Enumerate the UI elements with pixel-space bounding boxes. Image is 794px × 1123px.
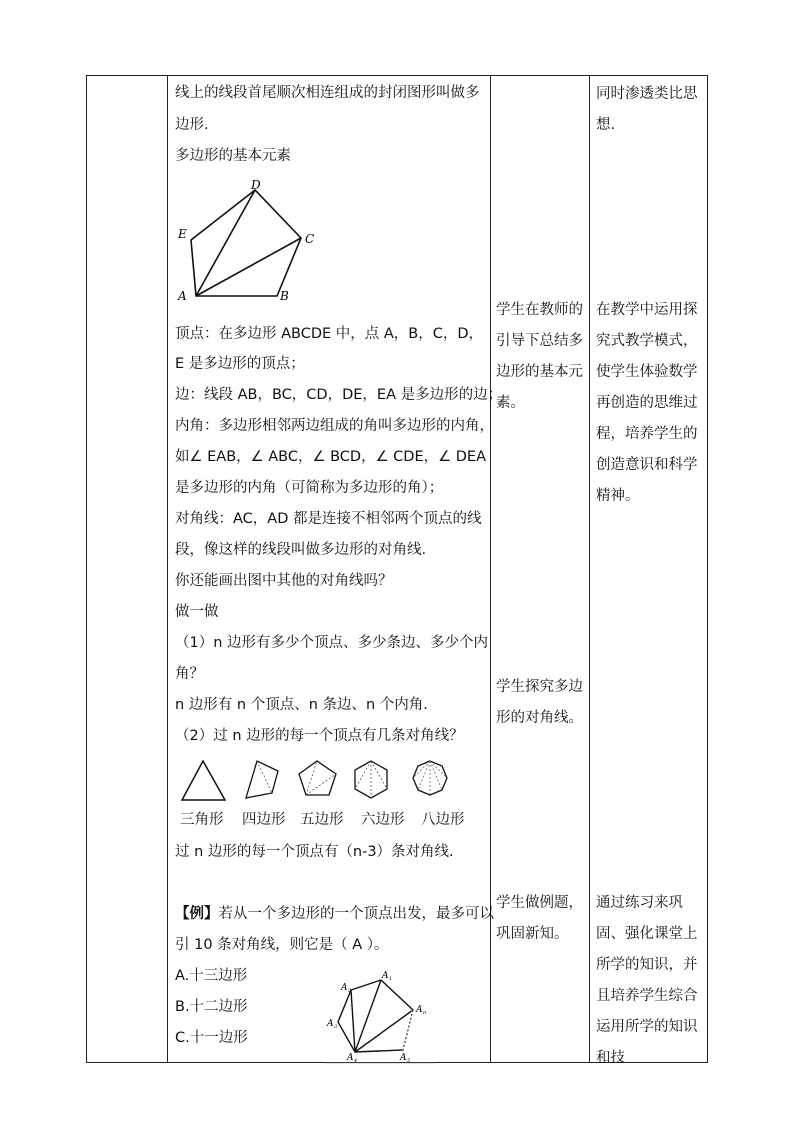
text-question: 你还能画出图中其他的对角线吗？ — [175, 573, 393, 589]
example-polygon-figure — [325, 968, 435, 1064]
text-angle-1: 内角：多边形相邻两边组成的角叫多边形的内角， — [175, 418, 494, 434]
text-edge: 边：线段 AB，BC，CD，DE，EA 是多边形的边； — [175, 387, 503, 403]
text-vertex-2: E 是多边形的顶点； — [175, 356, 305, 372]
vertex-label-d: D — [251, 178, 261, 192]
option-c: C.十一边形 — [175, 1030, 248, 1046]
fig-sub-1: 1 — [389, 976, 393, 982]
design-intent-2: 在教学中运用探究式教学模式，使学生体验数学再创造的思维过程，培养学生的创造意识和科学精神。 — [596, 302, 698, 504]
shape-label-quadrilateral: 四边形 — [242, 812, 286, 828]
fig-label-a2: A — [341, 983, 348, 993]
vertex-label-c: C — [305, 232, 315, 246]
text-example-1 — [175, 904, 494, 924]
student-activity-2: 学生探究多边形的对角线。 — [496, 679, 583, 726]
text-diagonal-2: 段，像这样的线段叫做多边形的对角线. — [175, 542, 427, 558]
pentagon-diagram — [170, 170, 330, 310]
fig-label-a1: A — [382, 971, 389, 981]
shape-label-hexagon: 六边形 — [361, 812, 405, 828]
text-diagonal-1: 对角线：AC，AD 都是连接不相邻两个顶点的线 — [175, 511, 482, 527]
example-bracket: 【例】 — [175, 906, 219, 922]
text-q2: （2）过 n 边形的每一个顶点有几条对角线？ — [175, 728, 464, 744]
text-angle-2: 如∠ EAB，∠ ABC，∠ BCD，∠ CDE，∠ DEA — [175, 449, 486, 465]
vertex-label-a: A — [178, 289, 187, 303]
table-col-line-1 — [86, 75, 87, 1063]
table-top-border — [86, 75, 708, 76]
option-a: A.十三边形 — [175, 968, 248, 984]
design-intent-3: 通过练习来巩固、强化课堂上所学的知识，并且培养学生综合运用所学的知识和技 — [596, 895, 698, 1066]
fig-sub-n: n — [423, 1010, 427, 1016]
fig-sub-4: 4 — [354, 1058, 358, 1064]
text-line-1: 线上的线段首尾顺次相连组成的封闭图形叫做多 — [175, 85, 480, 101]
shape-label-octagon: 八边形 — [421, 812, 465, 828]
text-q1-b: 角？ — [175, 666, 204, 682]
option-b: B.十二边形 — [175, 999, 248, 1015]
fig-label-a4: A — [347, 1053, 354, 1063]
text-zuoyizuo: 做一做 — [175, 604, 219, 620]
shape-label-pentagon: 五边形 — [300, 812, 344, 828]
fig-label-a3: A — [327, 1019, 334, 1029]
table-col-line-4 — [589, 75, 590, 1063]
text-angle-3: 是多边形的内角（可简称为多边形的角）； — [175, 480, 444, 496]
example-line-1: 若从一个多边形的一个顶点出发，最多可以 — [218, 906, 494, 922]
text-line-2: 边形. — [175, 117, 209, 133]
fig-label-an: A — [416, 1005, 423, 1015]
text-a2: 过 n 边形的每一个顶点有（n-3）条对角线. — [175, 844, 454, 860]
design-intent-1: 同时渗透类比思想. — [596, 86, 698, 133]
table-col-line-5 — [707, 75, 708, 1063]
shape-label-triangle: 三角形 — [180, 812, 224, 828]
section-heading-basic-elements: 多边形的基本元素 — [175, 148, 291, 164]
table-col-line-2 — [167, 75, 168, 1063]
fig-sub-3: 3 — [334, 1024, 338, 1030]
student-activity-3: 学生做例题，巩固新知。 — [496, 895, 583, 942]
text-a1: n 边形有 n 个顶点、n 条边、n 个内角. — [175, 697, 428, 713]
vertex-label-e: E — [178, 227, 187, 241]
text-vertex-1: 顶点：在多边形 ABCDE 中，点 A，B，C，D， — [175, 326, 484, 342]
student-activity-1: 学生在教师的引导下总结多边形的基本元素。 — [496, 302, 583, 411]
fig-label-a5: A — [400, 1053, 407, 1063]
fig-sub-2: 2 — [348, 988, 352, 994]
text-example-2: 引 10 条对角线，则它是（ A ）。 — [175, 937, 389, 953]
polygon-shapes-figure — [175, 757, 475, 805]
vertex-label-b: B — [280, 289, 289, 303]
text-q1-a: （1）n 边形有多少个顶点、多少条边、多少个内 — [175, 635, 489, 651]
fig-sub-5: 5 — [407, 1058, 411, 1064]
